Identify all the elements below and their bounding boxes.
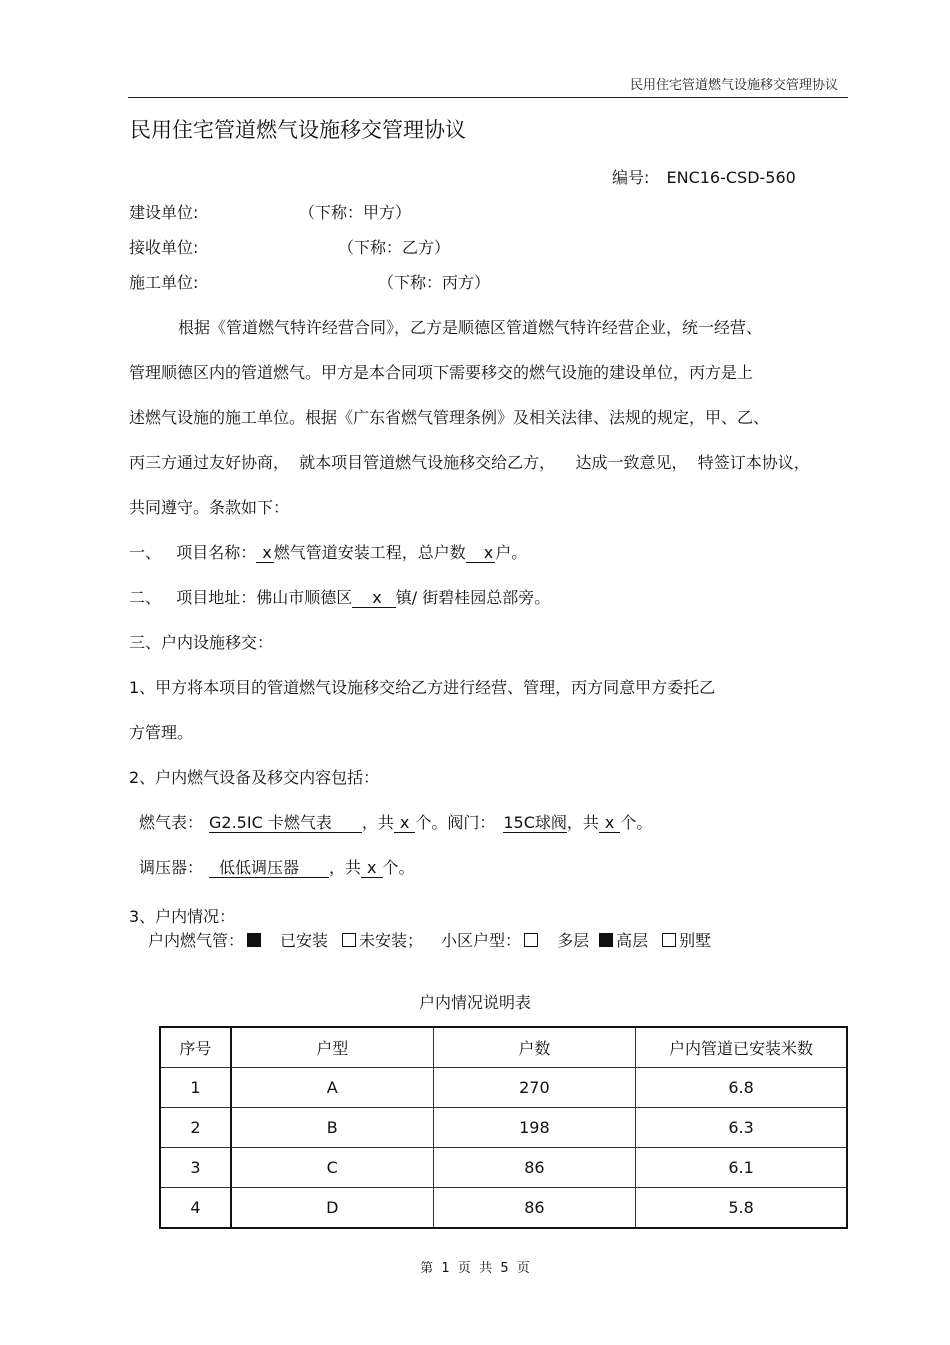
meter-value: G2.5IC 卡燃气表 [209, 814, 362, 833]
party-label: 接收单位: [129, 238, 199, 257]
regulator-label: 调压器： [139, 858, 204, 877]
villa-label: 别墅 [679, 931, 712, 950]
regulator-line [139, 855, 415, 878]
party-construction [129, 200, 412, 223]
meter-label: 燃气表： [139, 813, 204, 832]
table-cell: 86 [433, 1148, 635, 1188]
party-alias: （下称：乙方） [338, 238, 451, 257]
table-cell: 6.1 [636, 1148, 847, 1188]
meter-line [139, 810, 652, 833]
table-cell: 2 [160, 1108, 231, 1148]
unit-type-label: 小区户型： [441, 931, 522, 950]
table-cell: 86 [433, 1188, 635, 1229]
pipe-label: 户内燃气管： [148, 931, 245, 950]
party-label: 施工单位: [129, 273, 199, 292]
table-cell: 1 [160, 1068, 231, 1108]
column-header: 序号 [160, 1027, 231, 1068]
item3-heading: 3、户内情况： [129, 907, 236, 926]
item1-line1: 1、甲方将本项目的管道燃气设施移交给乙方进行经营、管理，丙方同意甲方委托乙 [129, 678, 716, 697]
count-text: ，共 [329, 858, 362, 877]
preamble-line: 述燃气设施的施工单位。根据《广东省燃气管理条例》及相关法律、法规的规定，甲、乙、 [129, 408, 770, 427]
regulator-count: x [361, 859, 382, 878]
table-cell: 198 [433, 1108, 635, 1148]
preamble-line: 丙三方通过友好协商， 就本项目管道燃气设施移交给乙方， 达成一致意见， 特签订本协议， [129, 453, 810, 472]
table-cell: 6.3 [636, 1108, 847, 1148]
regulator-value: 低低调压器 [209, 859, 329, 878]
table-cell: 4 [160, 1188, 231, 1229]
count-text: 个。 [382, 858, 415, 877]
document-title: 民用住宅管道燃气设施移交管理协议 [130, 118, 466, 142]
count-text: 个。阀门： [415, 813, 496, 832]
indoor-info-table [159, 1026, 848, 1229]
party-label: 建设单位: [129, 203, 199, 222]
checkbox-villa-icon [662, 933, 676, 947]
preamble-line: 共同遵守。条款如下： [129, 498, 290, 517]
clause-project-address [129, 585, 550, 608]
table-cell: D [231, 1188, 433, 1229]
table-row [160, 1108, 847, 1148]
clause-text: 燃气管道安装工程，总户数 [273, 543, 466, 562]
valve-count: x [599, 814, 620, 833]
item1-line2: 方管理。 [129, 723, 194, 742]
valve-value: 15C球阀 [503, 813, 567, 832]
table-row [160, 1188, 847, 1229]
count-text: ，共 [361, 813, 394, 832]
count-text: 个。 [620, 813, 653, 832]
high-label: 高层 [616, 931, 649, 950]
doc-number-value: ENC16-CSD-560 [666, 168, 796, 187]
preamble-line: 根据《管道燃气特许经营合同》，乙方是顺德区管道燃气特许经营企业，统一经营、 [178, 318, 763, 337]
page-footer: 第 1 页 共 5 页 [420, 1261, 530, 1276]
table-cell: 3 [160, 1148, 231, 1188]
clause-text: 镇/ 街碧桂园总部旁。 [395, 588, 551, 607]
column-header: 户数 [433, 1027, 635, 1068]
table-cell: 270 [433, 1068, 635, 1108]
doc-number-label: 编号: [612, 168, 650, 187]
count-text: ，共 [566, 813, 599, 832]
table-cell: B [231, 1108, 433, 1148]
indoor-status-line [148, 928, 711, 951]
table-cell: 6.8 [636, 1068, 847, 1108]
clause-text: 一、 项目名称： [129, 543, 257, 562]
item2-heading: 2、户内燃气设备及移交内容包括： [129, 768, 380, 787]
checkbox-not-installed-icon [342, 933, 356, 947]
blank-field: x [466, 544, 495, 563]
clause-text: 二、 项目地址：佛山市顺德区 [129, 588, 353, 607]
blank-field: x [256, 544, 273, 563]
preamble-line: 管理顺德区内的管道燃气。甲方是本合同项下需要移交的燃气设施的建设单位，丙方是上 [129, 363, 754, 382]
table-caption: 户内情况说明表 [418, 993, 531, 1012]
meter-count: x [394, 814, 415, 833]
checkbox-multi-icon [524, 933, 538, 947]
table-header-row [160, 1027, 847, 1068]
column-header: 户型 [231, 1027, 433, 1068]
table-row [160, 1148, 847, 1188]
party-builder [129, 270, 491, 293]
clause-text: 户。 [495, 543, 528, 562]
checkbox-high-checked-icon [599, 933, 613, 947]
checkbox-installed-checked-icon [247, 933, 261, 947]
installed-label: 已安装 [280, 931, 329, 950]
party-alias: （下称：甲方） [299, 203, 412, 222]
table-cell: A [231, 1068, 433, 1108]
not-installed-label: 未安装； [359, 931, 424, 950]
clause-project-name [129, 540, 527, 563]
column-header: 户内管道已安装米数 [636, 1027, 847, 1068]
multi-label: 多层 [557, 931, 590, 950]
table-row [160, 1068, 847, 1108]
running-header: 民用住宅管道燃气设施移交管理协议 [629, 78, 838, 93]
header-rule [128, 97, 848, 98]
table-cell: 5.8 [636, 1188, 847, 1229]
clause-indoor-heading: 三、户内设施移交： [129, 633, 274, 652]
party-alias: （下称：丙方） [378, 273, 491, 292]
table-cell: C [231, 1148, 433, 1188]
doc-number [612, 165, 796, 188]
blank-field: x [352, 589, 395, 608]
party-receiving [129, 235, 451, 258]
